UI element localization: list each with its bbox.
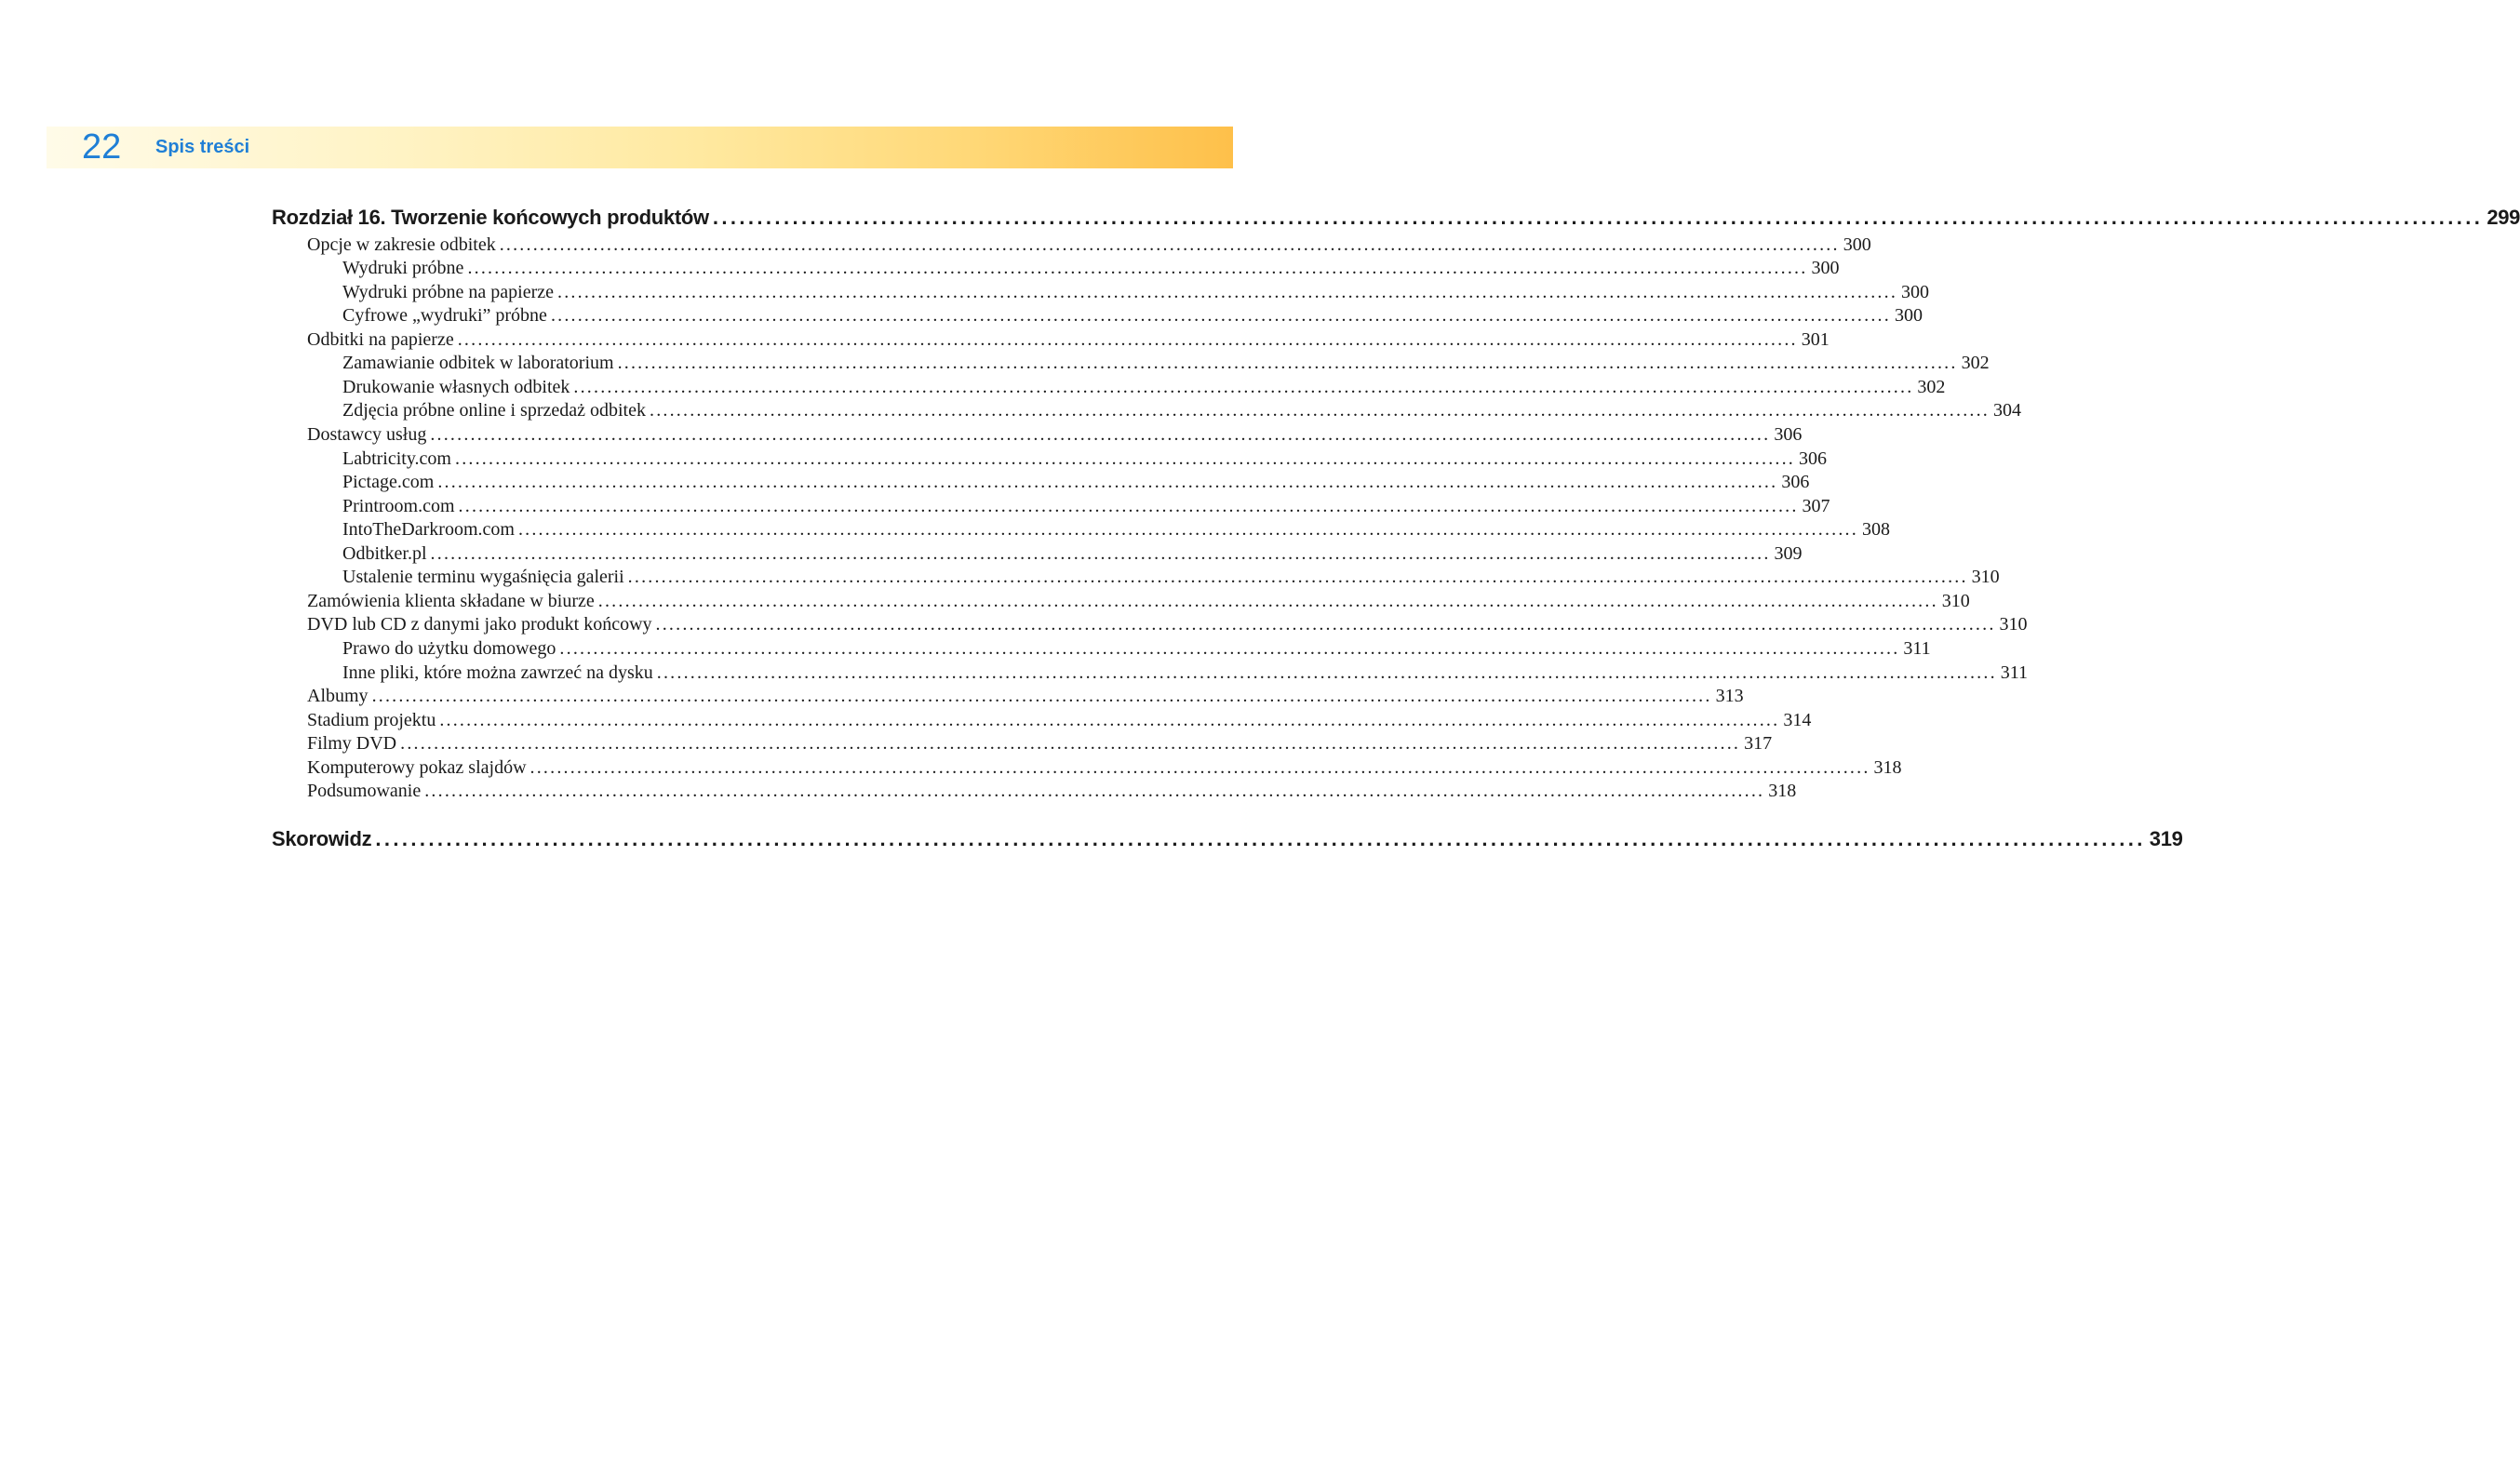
toc-entry-label: Opcje w zakresie odbitek bbox=[307, 234, 496, 255]
toc-leader-dots: ........................................................................................................................................................................................................ bbox=[597, 591, 1938, 611]
toc-entry[interactable] bbox=[342, 400, 2021, 421]
toc-entry-page: 307 bbox=[1802, 496, 1830, 516]
toc-leader-dots: ........................................................................................................................................................................................................ bbox=[437, 472, 1778, 492]
toc-leader-dots: ........................................................................................................................................................................................................ bbox=[371, 686, 1712, 706]
toc-entry-label: Skorowidz bbox=[272, 827, 372, 850]
toc-entry[interactable] bbox=[307, 733, 1773, 755]
toc-entry-label: Drukowanie własnych odbitek bbox=[342, 377, 570, 397]
toc-chapter-entry[interactable] bbox=[272, 206, 2520, 230]
toc-leader-dots: ........................................................................................................................................................................................................ bbox=[712, 206, 2484, 229]
toc-leader-dots: ........................................................................................................................................................................................................ bbox=[517, 519, 1858, 540]
toc-leader-dots: ........................................................................................................................................................................................................ bbox=[550, 305, 1891, 326]
toc-entry[interactable] bbox=[307, 424, 1803, 446]
toc-leader-dots: ........................................................................................................................................................................................................ bbox=[430, 424, 1771, 445]
toc-entry-label: DVD lub CD z danymi jako produkt końcowy bbox=[307, 614, 652, 635]
toc-entry-page: 309 bbox=[1774, 543, 1803, 564]
toc-entry-page: 311 bbox=[2000, 662, 2029, 683]
toc-entry[interactable] bbox=[307, 710, 1812, 731]
toc-entry-label: Filmy DVD bbox=[307, 733, 397, 754]
toc-entry-label: Prawo do użytku domowego bbox=[342, 638, 556, 659]
toc-leader-dots: ........................................................................................................................................................................................................ bbox=[656, 662, 1997, 683]
toc-entry-page: 304 bbox=[1993, 400, 2021, 421]
toc-leader-dots: ........................................................................................................................................................................................................ bbox=[529, 757, 1870, 778]
toc-entry-page: 302 bbox=[1961, 353, 1990, 373]
toc-entry-label: Podsumowanie bbox=[307, 781, 422, 801]
toc-entry-label: Rozdział 16. Tworzenie końcowych produktów bbox=[272, 206, 709, 229]
toc-entry-label: Printroom.com bbox=[342, 496, 455, 516]
toc-entry-page: 306 bbox=[1774, 424, 1803, 445]
toc-entry-page: 310 bbox=[1971, 567, 2000, 587]
toc-entry-label: Komputerowy pokaz slajdów bbox=[307, 757, 527, 778]
toc-entry-page: 311 bbox=[1903, 638, 1931, 659]
toc-entry[interactable] bbox=[342, 638, 1931, 660]
toc-leader-dots: ........................................................................................................................................................................................................ bbox=[457, 329, 1798, 350]
toc-entry-page: 306 bbox=[1799, 448, 1827, 469]
toc-entry-label: Wydruki próbne bbox=[342, 258, 464, 278]
toc-entry-page: 300 bbox=[1843, 234, 1871, 255]
toc-entry-label: Labtricity.com bbox=[342, 448, 451, 469]
toc-entry-page: 300 bbox=[1894, 305, 1923, 326]
toc-leader-dots: ........................................................................................................................................................................................................ bbox=[559, 638, 1900, 659]
toc-leader-dots: ........................................................................................................................................................................................................ bbox=[400, 733, 1741, 754]
toc-entry-label: Zamawianie odbitek w laboratorium bbox=[342, 353, 614, 373]
toc-entry-label: Cyfrowe „wydruki” próbne bbox=[342, 305, 547, 326]
toc-entry-label: Pictage.com bbox=[342, 472, 435, 492]
toc-leader-dots: ........................................................................................................................................................................................................ bbox=[499, 234, 1840, 255]
toc-entry-page: 306 bbox=[1781, 472, 1810, 492]
toc-entry[interactable] bbox=[307, 614, 2028, 635]
toc-entry[interactable] bbox=[307, 234, 1871, 256]
toc-entry-page: 318 bbox=[1873, 757, 1902, 778]
toc-entry-label: Odbitki na papierze bbox=[307, 329, 454, 350]
toc-entry-page: 317 bbox=[1744, 733, 1773, 754]
toc-entry[interactable] bbox=[342, 519, 1890, 541]
toc-entry[interactable] bbox=[307, 591, 1970, 612]
page-number: 22 bbox=[82, 127, 122, 167]
toc-entry-page: 300 bbox=[1901, 282, 1930, 302]
toc-entry[interactable] bbox=[342, 472, 1810, 493]
toc-leader-dots: ........................................................................................................................................................................................................ bbox=[617, 353, 1958, 373]
toc-entry-label: Wydruki próbne na papierze bbox=[342, 282, 555, 302]
toc-entry-label: Zamówienia klienta składane w biurze bbox=[307, 591, 595, 611]
toc-entry[interactable] bbox=[342, 258, 1840, 279]
toc-entry-label: IntoTheDarkroom.com bbox=[342, 519, 515, 540]
toc-entry[interactable] bbox=[342, 305, 1923, 327]
toc-entry-page: 300 bbox=[1811, 258, 1840, 278]
toc-leader-dots: ........................................................................................................................................................................................................ bbox=[424, 781, 1765, 801]
toc-leader-dots: ........................................................................................................................................................................................................ bbox=[375, 827, 2146, 850]
toc-entry-label: Albumy bbox=[307, 686, 369, 706]
toc-entry-page: 319 bbox=[2149, 827, 2183, 850]
toc-leader-dots: ........................................................................................................................................................................................................ bbox=[650, 400, 1990, 421]
toc-entry-page: 318 bbox=[1768, 781, 1797, 801]
toc-leader-dots: ........................................................................................................................................................................................................ bbox=[627, 567, 1968, 587]
toc-entry-page: 308 bbox=[1861, 519, 1890, 540]
toc-entry[interactable] bbox=[307, 686, 1744, 707]
toc-entry[interactable] bbox=[307, 757, 1902, 779]
toc-entry[interactable] bbox=[342, 543, 1803, 565]
toc-chapter-entry[interactable] bbox=[272, 827, 2183, 851]
toc-entry[interactable] bbox=[342, 353, 1990, 374]
toc-entry[interactable] bbox=[342, 448, 1827, 470]
toc-entry[interactable] bbox=[307, 781, 1797, 802]
toc-leader-dots: ........................................................................................................................................................................................................ bbox=[467, 258, 1808, 278]
toc-entry-page: 314 bbox=[1783, 710, 1812, 730]
toc-entry[interactable] bbox=[307, 329, 1830, 351]
toc-entry-label: Dostawcy usług bbox=[307, 424, 427, 445]
toc-entry-label: Odbitker.pl bbox=[342, 543, 427, 564]
toc-entry-page: 313 bbox=[1715, 686, 1744, 706]
toc-leader-dots: ........................................................................................................................................................................................................ bbox=[573, 377, 1914, 397]
toc-entry-page: 310 bbox=[1999, 614, 2028, 635]
running-title: Spis treści bbox=[155, 137, 250, 157]
toc-entry-page: 302 bbox=[1917, 377, 1946, 397]
toc-leader-dots: ........................................................................................................................................................................................................ bbox=[655, 614, 1996, 635]
toc-entry-page: 299 bbox=[2486, 206, 2520, 229]
toc-entry[interactable] bbox=[342, 377, 1946, 398]
toc-leader-dots: ........................................................................................................................................................................................................ bbox=[430, 543, 1771, 564]
toc-entry[interactable] bbox=[342, 662, 2029, 684]
toc-entry-page: 310 bbox=[1941, 591, 1970, 611]
toc-leader-dots: ........................................................................................................................................................................................................ bbox=[557, 282, 1898, 302]
toc-entry[interactable] bbox=[342, 567, 2000, 588]
toc-entry-label: Zdjęcia próbne online i sprzedaż odbitek bbox=[342, 400, 646, 421]
toc-entry-label: Inne pliki, które można zawrzeć na dysku bbox=[342, 662, 653, 683]
toc-leader-dots: ........................................................................................................................................................................................................ bbox=[458, 496, 1799, 516]
toc-entry[interactable] bbox=[342, 496, 1830, 517]
toc-entry-page: 301 bbox=[1801, 329, 1830, 350]
toc-entry[interactable] bbox=[342, 282, 1930, 303]
toc-entry-label: Ustalenie terminu wygaśnięcia galerii bbox=[342, 567, 624, 587]
toc-leader-dots: ........................................................................................................................................................................................................ bbox=[439, 710, 1780, 730]
toc-leader-dots: ........................................................................................................................................................................................................ bbox=[455, 448, 1795, 469]
toc-entry-label: Stadium projektu bbox=[307, 710, 436, 730]
